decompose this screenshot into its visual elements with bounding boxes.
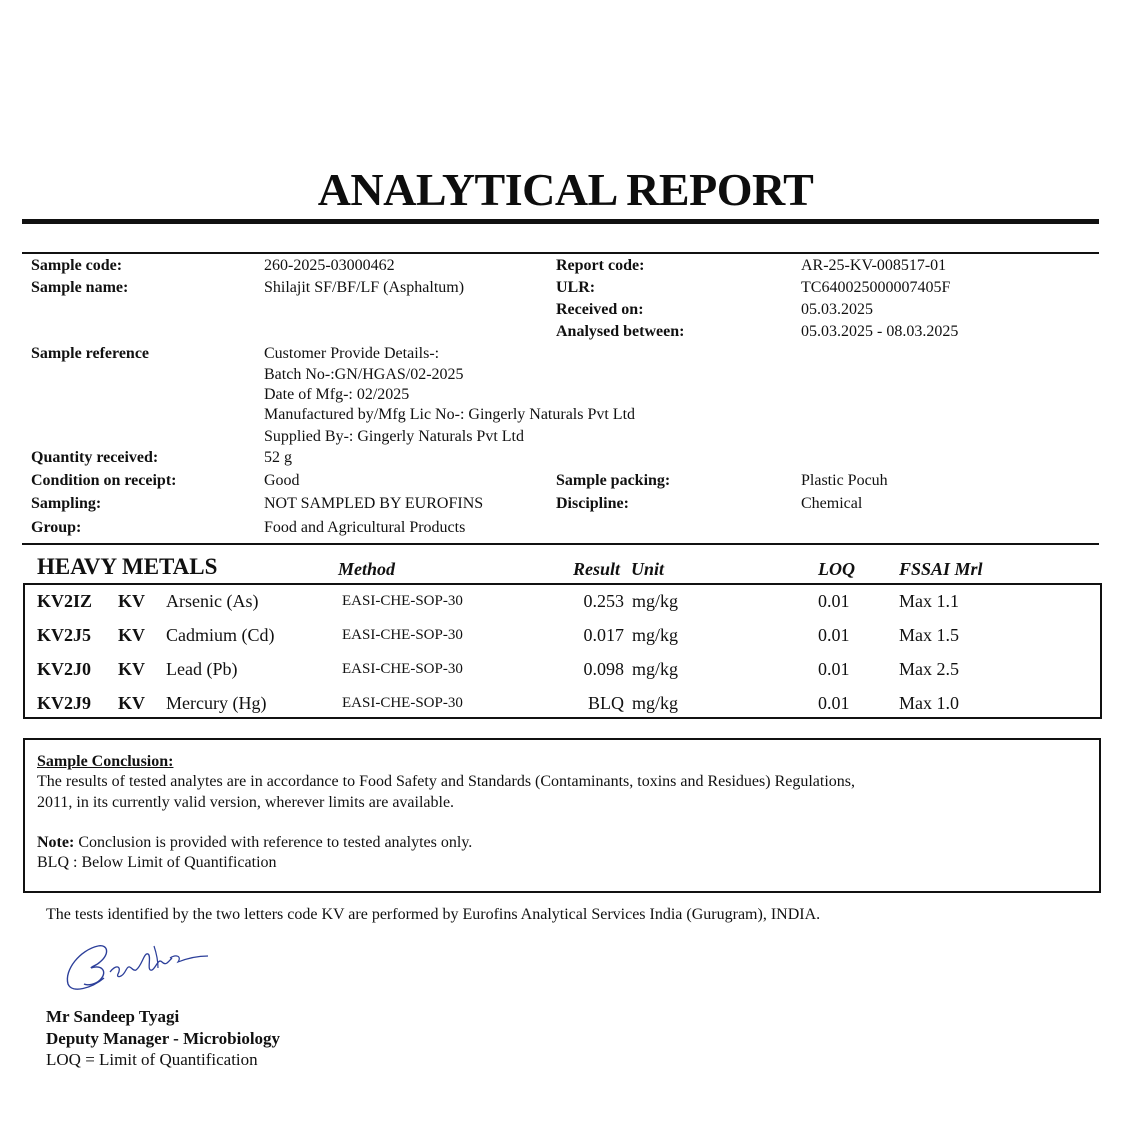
signatory-name: Mr Sandeep Tyagi xyxy=(46,1007,180,1026)
sample-reference-line: Batch No-:GN/HGAS/02-2025 xyxy=(264,366,464,383)
result-value: BLQ xyxy=(588,693,624,713)
info-top-rule xyxy=(22,252,1099,254)
blq-definition: BLQ : Below Limit of Quantification xyxy=(37,854,277,871)
analyte-name: Mercury (Hg) xyxy=(166,693,267,713)
discipline-value: Chemical xyxy=(801,495,863,512)
title-rule xyxy=(22,219,1099,224)
conclusion-note xyxy=(37,834,472,852)
note-label: Note: xyxy=(37,834,75,851)
loq-definition: LOQ = Limit of Quantification xyxy=(46,1050,258,1069)
analysed-between-label: Analysed between: xyxy=(556,323,685,340)
mrl-value: Max 1.5 xyxy=(899,625,959,645)
note-text: Conclusion is provided with reference to tested analytes only. xyxy=(74,834,473,851)
lab-code: KV xyxy=(118,591,145,611)
heavy-metals-title: HEAVY METALS xyxy=(37,554,218,579)
lab-code: KV xyxy=(118,693,145,713)
sample-reference-line: Customer Provide Details-: xyxy=(264,345,440,362)
result-unit: mg/kg xyxy=(632,659,679,679)
report-code-label: Report code: xyxy=(556,257,645,274)
test-code: KV2J9 xyxy=(37,693,91,713)
sampling-value: NOT SAMPLED BY EUROFINS xyxy=(264,495,484,512)
kv-lab-note: The tests identified by the two letters code KV are performed by Eurofins Analytical Services India (Gurugram), INDIA. xyxy=(46,906,821,923)
sample-packing-label: Sample packing: xyxy=(556,472,671,489)
quantity-received-label: Quantity received: xyxy=(31,449,159,466)
loq-value: 0.01 xyxy=(818,625,850,645)
method-column-header: Method xyxy=(338,559,396,579)
test-code: KV2J5 xyxy=(37,625,91,645)
result-value: 0.098 xyxy=(583,659,624,679)
sample-code-value: 260-2025-03000462 xyxy=(264,257,395,274)
method-code: EASI-CHE-SOP-30 xyxy=(342,593,463,609)
result-value: 0.253 xyxy=(583,591,624,611)
method-code: EASI-CHE-SOP-30 xyxy=(342,627,463,643)
sample-reference-line: Date of Mfg-: 02/2025 xyxy=(264,386,410,403)
sample-code-label: Sample code: xyxy=(31,257,123,274)
mrl-value: Max 2.5 xyxy=(899,659,959,679)
discipline-label: Discipline: xyxy=(556,495,629,512)
received-on-value: 05.03.2025 xyxy=(801,301,873,318)
conclusion-heading: Sample Conclusion: xyxy=(37,753,174,770)
sample-reference-label: Sample reference xyxy=(31,345,150,362)
analysed-between-value: 05.03.2025 - 08.03.2025 xyxy=(801,323,959,340)
conclusion-text-line: The results of tested analytes are in accordance to Food Safety and Standards (Contaminants, toxins and Residues) Regulations, xyxy=(37,773,856,790)
test-code: KV2J0 xyxy=(37,659,91,679)
method-code: EASI-CHE-SOP-30 xyxy=(342,695,463,711)
ulr-label: ULR: xyxy=(556,279,596,296)
received-on-label: Received on: xyxy=(556,301,644,318)
sample-packing-value: Plastic Pocuh xyxy=(801,472,888,489)
signature-image xyxy=(58,932,218,998)
signature xyxy=(58,932,218,998)
method-code: EASI-CHE-SOP-30 xyxy=(342,661,463,677)
analyte-name: Arsenic (As) xyxy=(166,591,259,611)
result-column-header: Result xyxy=(573,559,621,579)
result-unit: mg/kg xyxy=(632,693,679,713)
group-value: Food and Agricultural Products xyxy=(264,519,466,536)
report-title: ANALYTICAL REPORT xyxy=(317,164,814,215)
report-code-value: AR-25-KV-008517-01 xyxy=(801,257,947,274)
loq-value: 0.01 xyxy=(818,591,850,611)
result-value: 0.017 xyxy=(583,625,624,645)
lab-code: KV xyxy=(118,625,145,645)
loq-value: 0.01 xyxy=(818,693,850,713)
unit-column-header: Unit xyxy=(631,559,665,579)
ulr-value: TC640025000007405F xyxy=(801,279,951,296)
loq-column-header: LOQ xyxy=(818,559,855,579)
fssai-mrl-column-header: FSSAI Mrl xyxy=(899,559,983,579)
condition-label: Condition on receipt: xyxy=(31,472,177,489)
result-unit: mg/kg xyxy=(632,625,679,645)
sample-name-label: Sample name: xyxy=(31,279,129,296)
condition-value: Good xyxy=(264,472,300,489)
sample-reference-line: Supplied By-: Gingerly Naturals Pvt Ltd xyxy=(264,428,524,445)
mrl-value: Max 1.1 xyxy=(899,591,959,611)
test-code: KV2IZ xyxy=(37,591,93,611)
group-label: Group: xyxy=(31,519,82,536)
info-bottom-rule xyxy=(22,543,1099,545)
lab-code: KV xyxy=(118,659,145,679)
quantity-received-value: 52 g xyxy=(264,449,292,466)
sampling-label: Sampling: xyxy=(31,495,102,512)
loq-value: 0.01 xyxy=(818,659,850,679)
sample-reference-line: Manufactured by/Mfg Lic No-: Gingerly Naturals Pvt Ltd xyxy=(264,406,636,423)
signatory-title: Deputy Manager - Microbiology xyxy=(46,1029,281,1048)
sample-name-value: Shilajit SF/BF/LF (Asphaltum) xyxy=(264,279,465,296)
result-unit: mg/kg xyxy=(632,591,679,611)
analyte-name: Cadmium (Cd) xyxy=(166,625,275,645)
conclusion-text-line: 2011, in its currently valid version, wherever limits are available. xyxy=(37,794,455,811)
mrl-value: Max 1.0 xyxy=(899,693,959,713)
analyte-name: Lead (Pb) xyxy=(166,659,238,679)
